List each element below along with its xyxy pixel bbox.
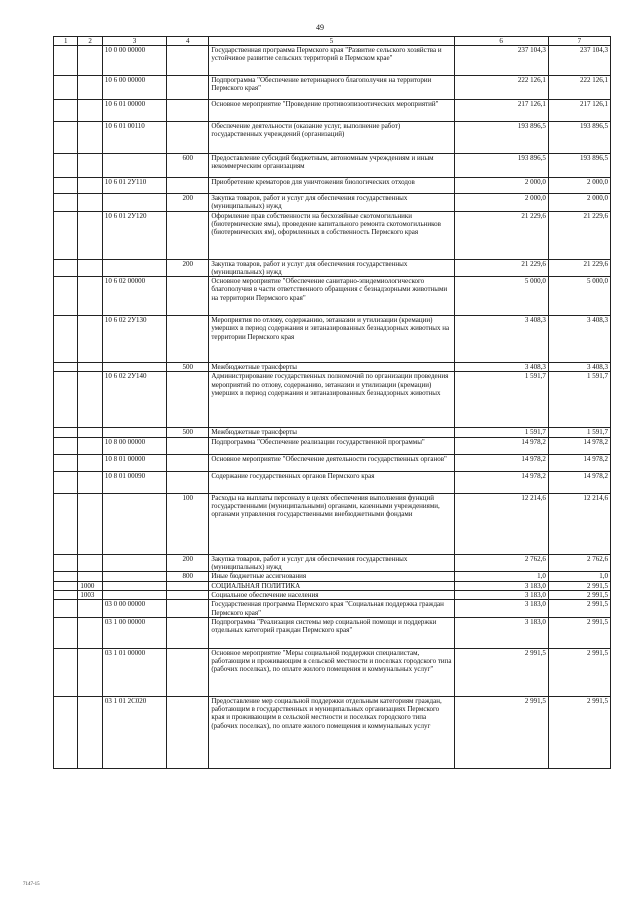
target-article-cell: 10 8 01 00000	[102, 454, 166, 471]
header-col-3: 3	[102, 37, 166, 46]
amount-cell: 2 991,5	[548, 696, 610, 768]
section-cell	[54, 76, 78, 100]
name-cell: Государственная программа Пермского края "Развитие сельского хозяйства и устойчивое развитие сельских территорий в Пермском крае"	[209, 46, 454, 76]
amount-cell: 21 229,6	[454, 259, 548, 277]
amount-cell: 14 978,2	[548, 454, 610, 471]
table-row	[54, 696, 611, 768]
subsection-cell	[78, 211, 102, 259]
section-cell	[54, 428, 78, 437]
section-cell	[54, 572, 78, 581]
amount-cell: 14 978,2	[548, 471, 610, 493]
name-cell: Предоставление субсидий бюджетным, автономным учреждениям и иным некоммерческим организациям	[209, 154, 454, 178]
amount-cell: 1,0	[548, 572, 610, 581]
subsection-cell	[78, 648, 102, 696]
table-row	[54, 437, 611, 454]
target-article-cell: 10 6 01 2У120	[102, 211, 166, 259]
target-article-cell: 10 8 01 00090	[102, 471, 166, 493]
subsection-cell	[78, 454, 102, 471]
section-cell	[54, 363, 78, 372]
expense-type-cell	[167, 454, 209, 471]
target-article-cell: 10 8 00 00000	[102, 437, 166, 454]
amount-cell: 14 978,2	[454, 454, 548, 471]
table-header-row	[54, 37, 611, 46]
name-cell: Администрирование государственных полномочий по организации проведения мероприятий по отлову, содержанию, эвтаназии и утилизации (кремации) умерших в период содержания и эвтаназированных безнадзорных животных	[209, 372, 454, 428]
subsection-cell	[78, 471, 102, 493]
amount-cell: 2 991,5	[548, 648, 610, 696]
name-cell: Закупка товаров, работ и услуг для обеспечения государственных (муниципальных) нужд	[209, 194, 454, 212]
target-article-cell	[102, 194, 166, 212]
subsection-cell	[78, 572, 102, 581]
section-cell	[54, 372, 78, 428]
amount-cell: 3 183,0	[454, 590, 548, 599]
name-cell: Закупка товаров, работ и услуг для обеспечения государственных (муниципальных) нужд	[209, 554, 454, 572]
table-row	[54, 590, 611, 599]
target-article-cell: 03 1 01 2С020	[102, 696, 166, 768]
section-cell	[54, 259, 78, 277]
section-cell	[54, 554, 78, 572]
amount-cell: 1 591,7	[548, 428, 610, 437]
header-col-4: 4	[167, 37, 209, 46]
table-row	[54, 572, 611, 581]
amount-cell: 2 000,0	[454, 194, 548, 212]
name-cell: Основное мероприятие "Обеспечение санитарно-эпидемиологического благополучия в части ответственного обращения с безнадзорными животными на территории Пермского края"	[209, 277, 454, 316]
subsection-cell	[78, 493, 102, 554]
expense-type-cell	[167, 211, 209, 259]
name-cell: СОЦИАЛЬНАЯ ПОЛИТИКА	[209, 581, 454, 590]
subsection-cell	[78, 154, 102, 178]
name-cell: Закупка товаров, работ и услуг для обеспечения государственных (муниципальных) нужд	[209, 259, 454, 277]
amount-cell: 3 408,3	[548, 316, 610, 363]
section-cell	[54, 437, 78, 454]
amount-cell: 3 408,3	[454, 363, 548, 372]
amount-cell: 3 408,3	[454, 316, 548, 363]
subsection-cell	[78, 277, 102, 316]
section-cell	[54, 122, 78, 154]
target-article-cell: 10 6 00 00000	[102, 76, 166, 100]
header-col-7: 7	[548, 37, 610, 46]
subsection-cell	[78, 259, 102, 277]
amount-cell: 5 000,0	[548, 277, 610, 316]
name-cell: Социальное обеспечение населения	[209, 590, 454, 599]
name-cell: Подпрограмма "Обеспечение реализации государственной программы"	[209, 437, 454, 454]
expense-type-cell	[167, 648, 209, 696]
section-cell	[54, 277, 78, 316]
expense-type-cell	[167, 277, 209, 316]
table-row	[54, 122, 611, 154]
subsection-cell	[78, 46, 102, 76]
expense-type-cell: 600	[167, 154, 209, 178]
amount-cell: 2 000,0	[548, 194, 610, 212]
header-col-6: 6	[454, 37, 548, 46]
name-cell: Иные бюджетные ассигнования	[209, 572, 454, 581]
amount-cell: 217 126,1	[454, 100, 548, 122]
amount-cell: 14 978,2	[454, 471, 548, 493]
target-article-cell: 10 6 02 2У130	[102, 316, 166, 363]
target-article-cell	[102, 581, 166, 590]
name-cell: Предоставление мер социальной поддержки отдельным категориям граждан, работающим в государственных и муниципальных организациях Пермского края и проживающим в сельской местности и поселках городского типа (рабочих поселках), по оплате жилого помещения и коммунальных услуг	[209, 696, 454, 768]
document-code: 7147-15	[23, 882, 40, 887]
table-row	[54, 454, 611, 471]
table-row	[54, 493, 611, 554]
table-row	[54, 617, 611, 648]
amount-cell: 1 591,7	[454, 372, 548, 428]
amount-cell: 2 991,5	[548, 600, 610, 618]
section-cell	[54, 100, 78, 122]
expense-type-cell	[167, 590, 209, 599]
name-cell: Основное мероприятие "Проведение противоэпизоотических мероприятий"	[209, 100, 454, 122]
subsection-cell	[78, 178, 102, 194]
section-cell	[54, 211, 78, 259]
target-article-cell: 10 0 00 00000	[102, 46, 166, 76]
expense-type-cell	[167, 471, 209, 493]
amount-cell: 2 991,5	[548, 617, 610, 648]
target-article-cell: 03 1 00 00000	[102, 617, 166, 648]
section-cell	[54, 648, 78, 696]
expense-type-cell	[167, 617, 209, 648]
amount-cell: 1 591,7	[548, 372, 610, 428]
section-cell	[54, 617, 78, 648]
expense-type-cell	[167, 437, 209, 454]
subsection-cell	[78, 696, 102, 768]
name-cell: Обеспечение деятельности (оказание услуг, выполнение работ) государственных учреждений (организаций)	[209, 122, 454, 154]
target-article-cell	[102, 554, 166, 572]
name-cell: Оформление прав собственности на бесхозяйные скотомогильники (биотермические ямы), проведение капитального ремонта скотомогильников (биотермических ям), оформленных в собственность Пермского края	[209, 211, 454, 259]
header-col-2: 2	[78, 37, 102, 46]
subsection-cell	[78, 363, 102, 372]
subsection-cell	[78, 316, 102, 363]
amount-cell: 21 229,6	[548, 211, 610, 259]
expense-type-cell: 200	[167, 259, 209, 277]
name-cell: Основное мероприятие "Обеспечение деятельности государственных органов"	[209, 454, 454, 471]
name-cell: Содержание государственных органов Пермского края	[209, 471, 454, 493]
amount-cell: 2 000,0	[548, 178, 610, 194]
subsection-cell	[78, 122, 102, 154]
amount-cell: 2 762,6	[548, 554, 610, 572]
expense-type-cell: 500	[167, 363, 209, 372]
subsection-cell: 1000	[78, 581, 102, 590]
section-cell	[54, 600, 78, 618]
table-row	[54, 600, 611, 618]
subsection-cell	[78, 428, 102, 437]
budget-table	[53, 36, 611, 769]
section-cell	[54, 493, 78, 554]
table-row	[54, 178, 611, 194]
header-col-1: 1	[54, 37, 78, 46]
table-row	[54, 211, 611, 259]
table-row	[54, 372, 611, 428]
expense-type-cell	[167, 316, 209, 363]
target-article-cell	[102, 590, 166, 599]
amount-cell: 12 214,6	[454, 493, 548, 554]
amount-cell: 237 104,3	[454, 46, 548, 76]
amount-cell: 1,0	[454, 572, 548, 581]
amount-cell: 14 978,2	[454, 437, 548, 454]
name-cell: Межбюджетные трансферты	[209, 363, 454, 372]
amount-cell: 2 991,5	[548, 581, 610, 590]
expense-type-cell	[167, 600, 209, 618]
amount-cell: 2 991,5	[454, 648, 548, 696]
target-article-cell	[102, 428, 166, 437]
name-cell: Подпрограмма "Реализация системы мер социальной помощи и поддержки отдельных категорий граждан Пермского края"	[209, 617, 454, 648]
subsection-cell	[78, 437, 102, 454]
name-cell: Подпрограмма "Обеспечение ветеринарного благополучия на территории Пермского края"	[209, 76, 454, 100]
section-cell	[54, 316, 78, 363]
amount-cell: 222 126,1	[454, 76, 548, 100]
expense-type-cell	[167, 46, 209, 76]
section-cell	[54, 194, 78, 212]
table-row	[54, 554, 611, 572]
table-row	[54, 154, 611, 178]
amount-cell: 3 408,3	[548, 363, 610, 372]
expense-type-cell: 500	[167, 428, 209, 437]
section-cell	[54, 471, 78, 493]
amount-cell: 21 229,6	[548, 259, 610, 277]
section-cell	[54, 581, 78, 590]
target-article-cell	[102, 363, 166, 372]
name-cell: Межбюджетные трансферты	[209, 428, 454, 437]
expense-type-cell	[167, 76, 209, 100]
expense-type-cell: 800	[167, 572, 209, 581]
table-row	[54, 363, 611, 372]
name-cell: Мероприятия по отлову, содержанию, эвтаназии и утилизации (кремации) умерших в период содержания и эвтаназированных безнадзорных животных на территории Пермского края	[209, 316, 454, 363]
name-cell: Государственная программа Пермского края "Социальная поддержка граждан Пермского края"	[209, 600, 454, 618]
amount-cell: 217 126,1	[548, 100, 610, 122]
amount-cell: 12 214,6	[548, 493, 610, 554]
expense-type-cell: 200	[167, 554, 209, 572]
amount-cell: 193 896,5	[548, 154, 610, 178]
table-row	[54, 259, 611, 277]
expense-type-cell	[167, 100, 209, 122]
amount-cell: 5 000,0	[454, 277, 548, 316]
table-row	[54, 76, 611, 100]
amount-cell: 2 762,6	[454, 554, 548, 572]
name-cell: Приобретение крематоров для уничтожения биологических отходов	[209, 178, 454, 194]
table-row	[54, 100, 611, 122]
table-row	[54, 581, 611, 590]
target-article-cell: 10 6 02 2У140	[102, 372, 166, 428]
amount-cell: 3 183,0	[454, 617, 548, 648]
target-article-cell: 10 6 01 00110	[102, 122, 166, 154]
subsection-cell	[78, 100, 102, 122]
expense-type-cell	[167, 122, 209, 154]
amount-cell: 2 991,5	[454, 696, 548, 768]
amount-cell: 21 229,6	[454, 211, 548, 259]
subsection-cell	[78, 617, 102, 648]
expense-type-cell	[167, 581, 209, 590]
target-article-cell	[102, 154, 166, 178]
table-row	[54, 277, 611, 316]
section-cell	[54, 454, 78, 471]
expense-type-cell: 200	[167, 194, 209, 212]
subsection-cell	[78, 554, 102, 572]
target-article-cell: 03 1 01 00000	[102, 648, 166, 696]
header-col-5: 5	[209, 37, 454, 46]
name-cell: Расходы на выплаты персоналу в целях обеспечения выполнения функций государственными (муниципальными) органами, казенными учреждениями, органами управления государственными внебюджетными фондами	[209, 493, 454, 554]
amount-cell: 2 991,5	[548, 590, 610, 599]
amount-cell: 193 896,5	[454, 122, 548, 154]
amount-cell: 237 104,3	[548, 46, 610, 76]
amount-cell: 193 896,5	[454, 154, 548, 178]
table-row	[54, 428, 611, 437]
amount-cell: 3 183,0	[454, 600, 548, 618]
table-row	[54, 648, 611, 696]
subsection-cell	[78, 372, 102, 428]
target-article-cell	[102, 259, 166, 277]
section-cell	[54, 178, 78, 194]
amount-cell: 2 000,0	[454, 178, 548, 194]
section-cell	[54, 590, 78, 599]
name-cell: Основное мероприятие "Меры социальной поддержки специалистам, работающим и проживающим в сельской местности и поселках городского типа (рабочих поселках), по оплате жилого помещения и коммунальных услуг"	[209, 648, 454, 696]
subsection-cell	[78, 194, 102, 212]
amount-cell: 1 591,7	[454, 428, 548, 437]
section-cell	[54, 696, 78, 768]
amount-cell: 14 978,2	[548, 437, 610, 454]
target-article-cell: 10 6 02 00000	[102, 277, 166, 316]
table-row	[54, 194, 611, 212]
target-article-cell	[102, 572, 166, 581]
section-cell	[54, 46, 78, 76]
target-article-cell: 03 0 00 00000	[102, 600, 166, 618]
target-article-cell: 10 6 01 2У110	[102, 178, 166, 194]
section-cell	[54, 154, 78, 178]
target-article-cell: 10 6 01 00000	[102, 100, 166, 122]
expense-type-cell: 100	[167, 493, 209, 554]
amount-cell: 222 126,1	[548, 76, 610, 100]
amount-cell: 193 896,5	[548, 122, 610, 154]
expense-type-cell	[167, 696, 209, 768]
subsection-cell	[78, 600, 102, 618]
table-row	[54, 316, 611, 363]
subsection-cell	[78, 76, 102, 100]
expense-type-cell	[167, 178, 209, 194]
page-number: 49	[316, 23, 324, 32]
subsection-cell: 1003	[78, 590, 102, 599]
expense-type-cell	[167, 372, 209, 428]
amount-cell: 3 183,0	[454, 581, 548, 590]
table-row	[54, 471, 611, 493]
table-row	[54, 46, 611, 76]
target-article-cell	[102, 493, 166, 554]
